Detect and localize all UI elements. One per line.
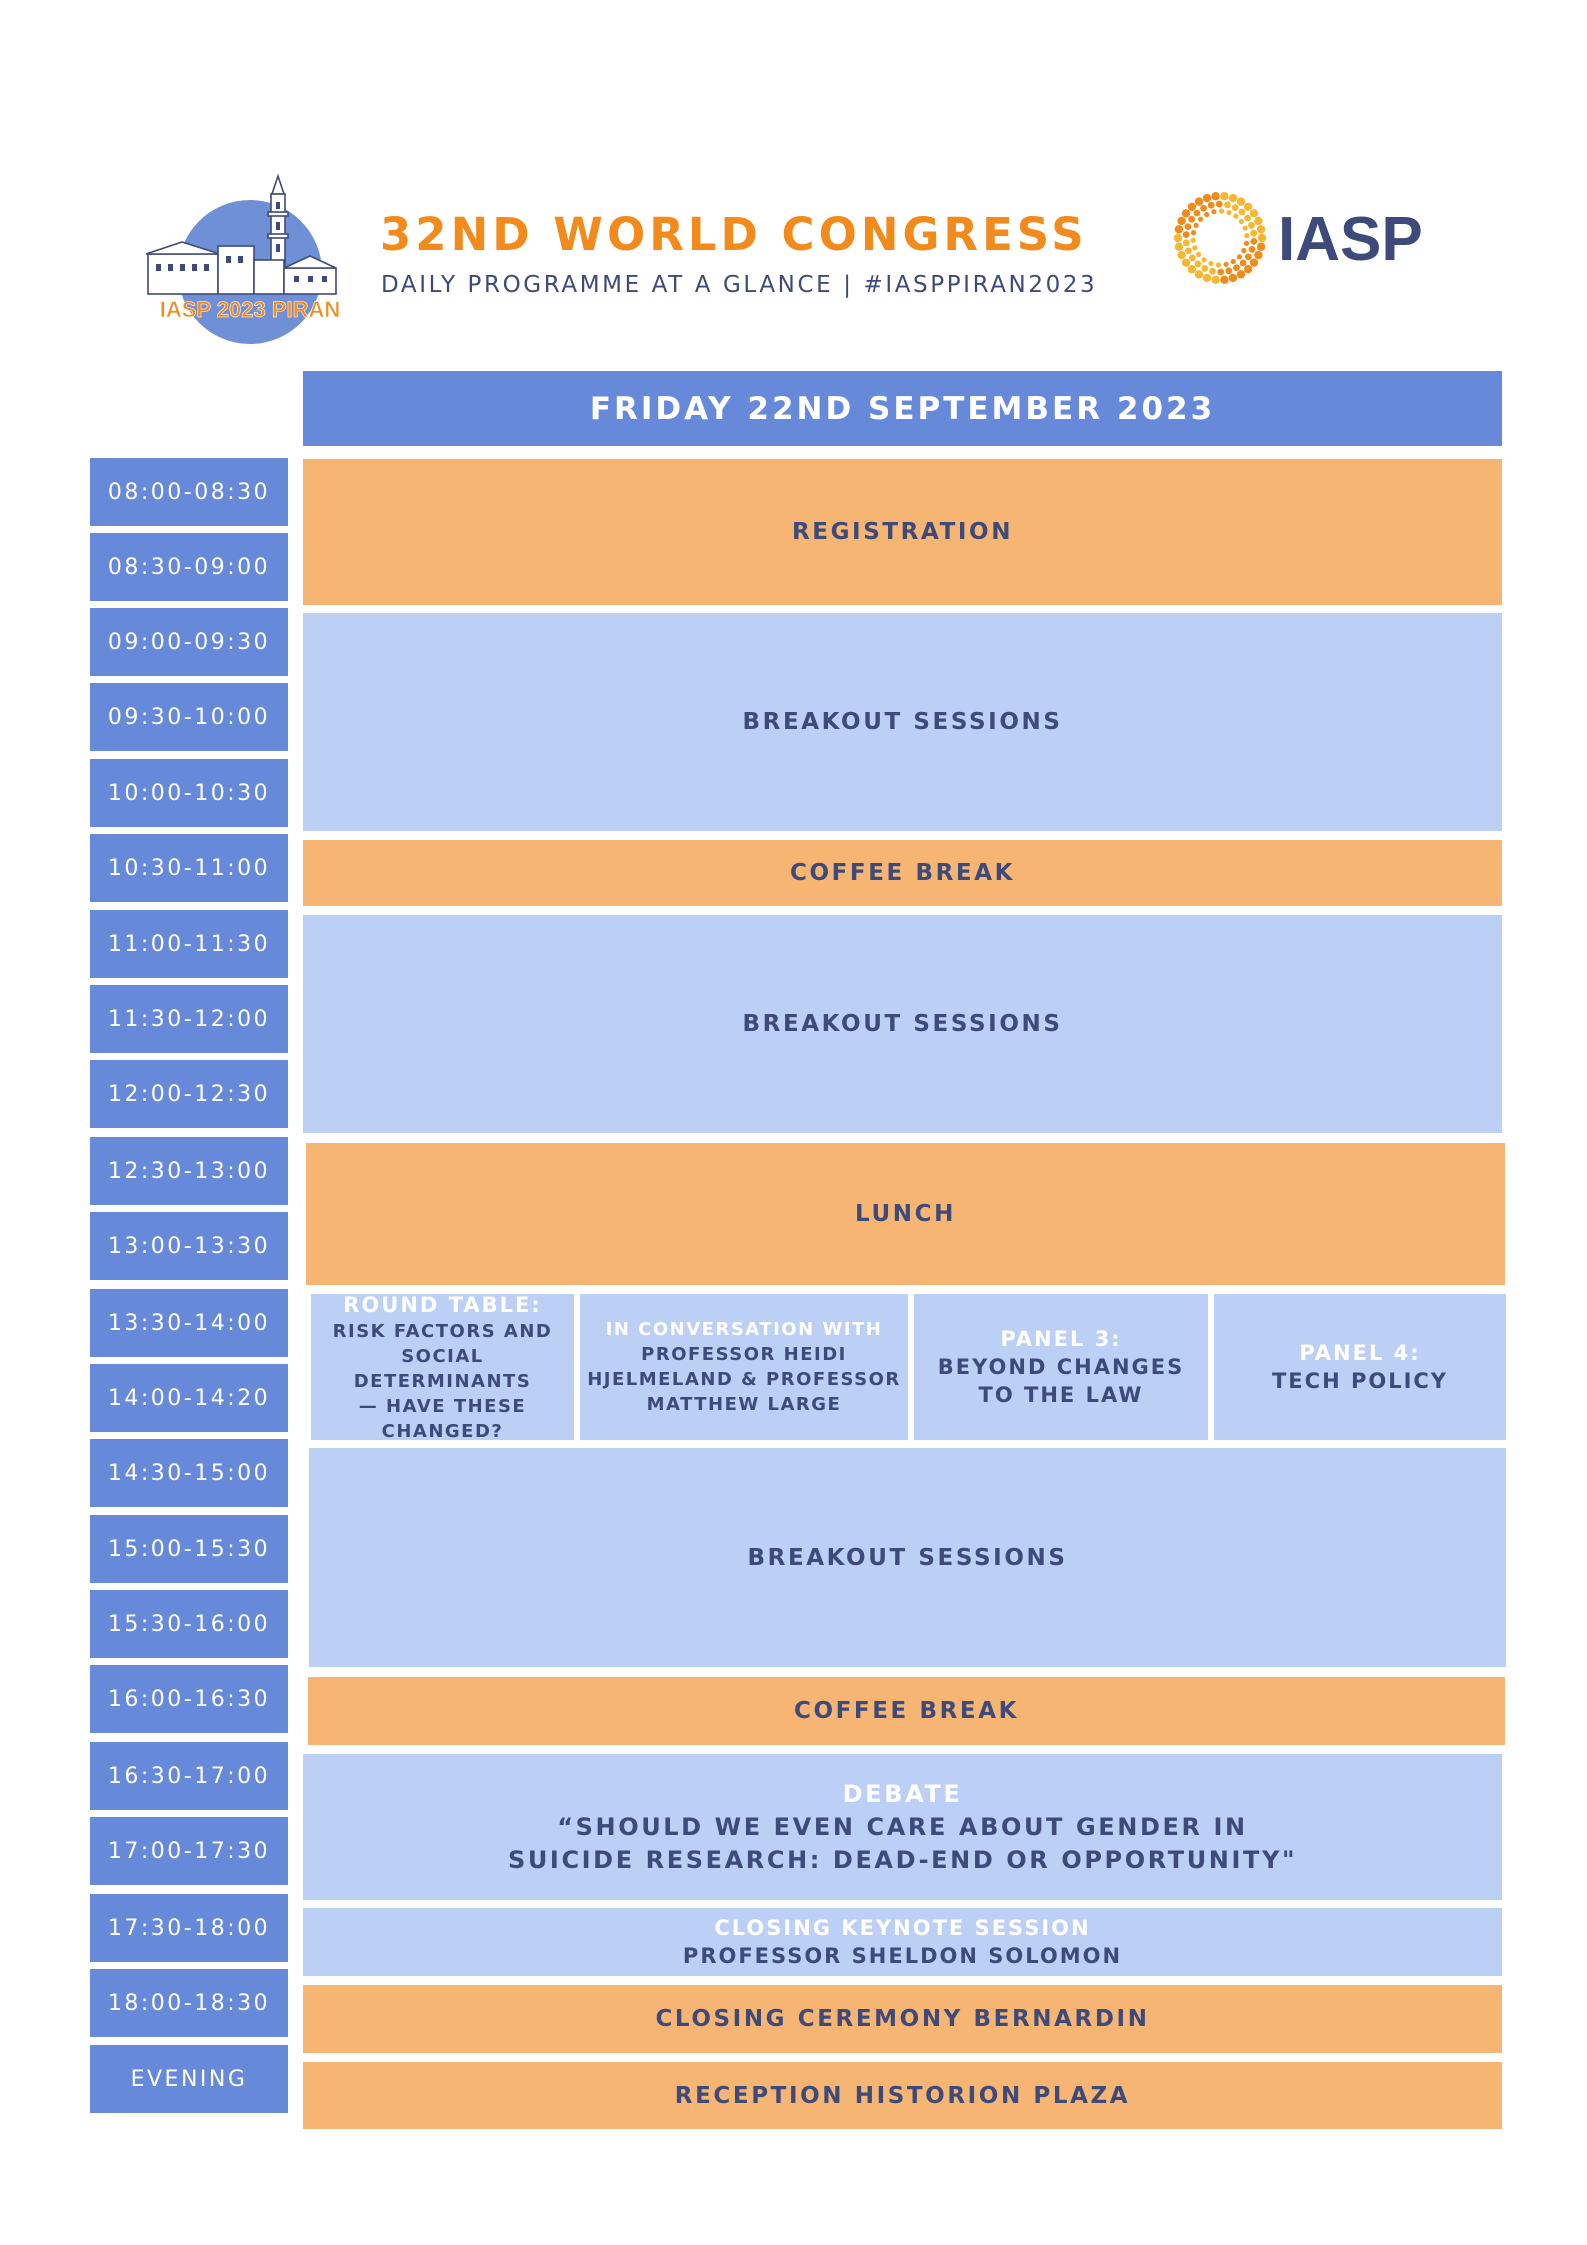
time-slot: 15:30-16:00 [90, 1590, 288, 1658]
in-conversation-block: IN CONVERSATION WITH PROFESSOR HEIDI HJELMELAND & PROFESSOR MATTHEW LARGE [580, 1294, 908, 1440]
time-slot: 13:00-13:30 [90, 1212, 288, 1280]
page-subtitle: DAILY PROGRAMME AT A GLANCE | #IASPPIRAN2023 [381, 272, 1098, 298]
iasp-piran-logo [138, 172, 353, 347]
time-slot: 17:00-17:30 [90, 1817, 288, 1885]
iasp-logo [1170, 188, 1430, 288]
time-slot: 11:30-12:00 [90, 985, 288, 1053]
dotted-ring-icon [1174, 192, 1266, 284]
day-banner: FRIDAY 22ND SEPTEMBER 2023 [303, 371, 1502, 446]
coffee-break-block-1: COFFEE BREAK [303, 840, 1502, 906]
round-table-block: ROUND TABLE: RISK FACTORS AND SOCIAL DETERMINANTS — HAVE THESE CHANGED? [311, 1294, 574, 1440]
page-title: 32ND WORLD CONGRESS [380, 208, 1088, 261]
time-slot: 10:00-10:30 [90, 759, 288, 827]
time-slot: EVENING [90, 2045, 288, 2113]
time-slot: 14:30-15:00 [90, 1439, 288, 1507]
logo-right-text: IASP [1278, 205, 1423, 274]
logo-left-text: IASP 2023 PIRAN [159, 297, 341, 322]
breakout-sessions-block-1: BREAKOUT SESSIONS [303, 613, 1502, 831]
lunch-block: LUNCH [306, 1143, 1505, 1285]
time-slot: 08:00-08:30 [90, 458, 288, 526]
time-slot: 17:30-18:00 [90, 1894, 288, 1962]
time-slot: 09:00-09:30 [90, 608, 288, 676]
time-slot: 10:30-11:00 [90, 834, 288, 902]
time-slot: 12:00-12:30 [90, 1060, 288, 1128]
reception-block: RECEPTION HISTORION PLAZA [303, 2062, 1502, 2129]
time-slot: 12:30-13:00 [90, 1137, 288, 1205]
breakout-sessions-block-2: BREAKOUT SESSIONS [303, 915, 1502, 1133]
registration-block: REGISTRATION [303, 459, 1502, 605]
coffee-break-block-2: COFFEE BREAK [308, 1677, 1505, 1745]
time-slot: 16:30-17:00 [90, 1742, 288, 1810]
time-slot: 18:00-18:30 [90, 1969, 288, 2037]
panel-4-block: PANEL 4: TECH POLICY [1214, 1294, 1506, 1440]
closing-keynote-block: CLOSING KEYNOTE SESSION PROFESSOR SHELDON SOLOMON [303, 1908, 1502, 1976]
time-slot: 15:00-15:30 [90, 1515, 288, 1583]
panel-3-block: PANEL 3: BEYOND CHANGES TO THE LAW [914, 1294, 1208, 1440]
closing-ceremony-block: CLOSING CEREMONY BERNARDIN [303, 1985, 1502, 2053]
time-slot: 08:30-09:00 [90, 533, 288, 601]
time-slot: 09:30-10:00 [90, 683, 288, 751]
time-slot: 16:00-16:30 [90, 1665, 288, 1733]
time-slot: 11:00-11:30 [90, 910, 288, 978]
breakout-sessions-block-3: BREAKOUT SESSIONS [309, 1448, 1506, 1667]
time-slot: 14:00-14:20 [90, 1364, 288, 1432]
time-slot: 13:30-14:00 [90, 1289, 288, 1357]
debate-block: DEBATE “SHOULD WE EVEN CARE ABOUT GENDER IN SUICIDE RESEARCH: DEAD-END OR OPPORTUNITY" [303, 1754, 1502, 1900]
